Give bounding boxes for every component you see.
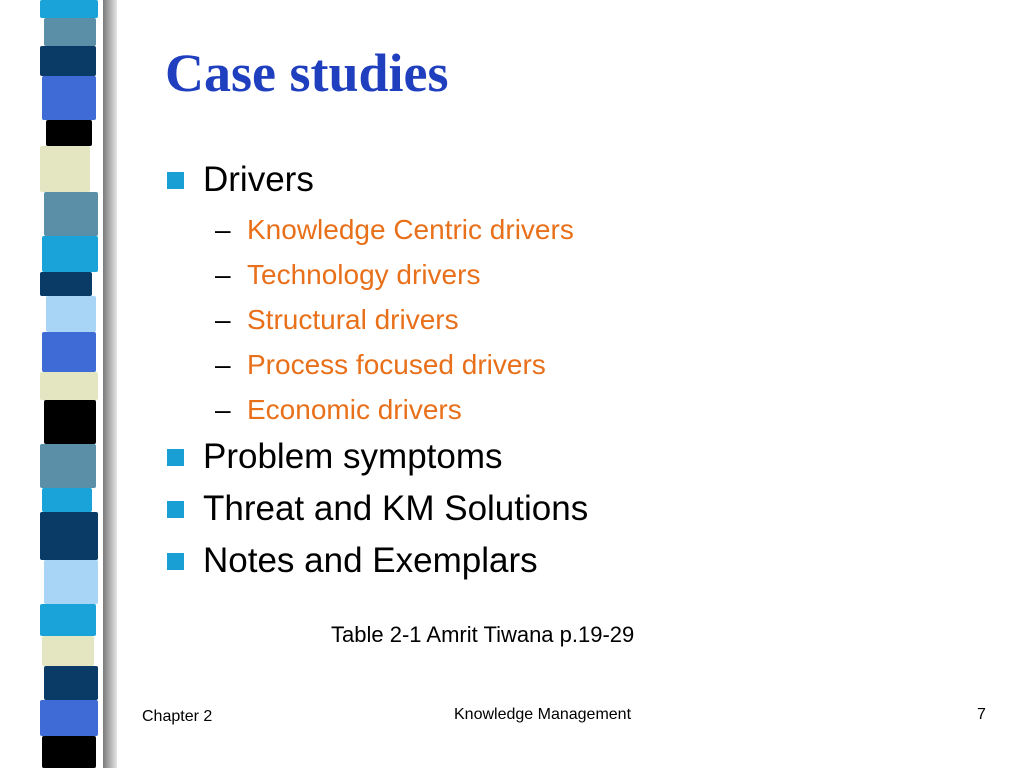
bullet-item-notes-exemplars [165,537,965,589]
decorative-stripe [40,512,98,560]
decorative-stripe [42,736,96,768]
decorative-stripe [46,120,92,146]
bullet-text: Threat and KM Solutions [203,489,589,528]
decorative-stripe [40,700,98,736]
decorative-stripe [44,560,98,604]
bullet-list [165,156,965,589]
dash-marker: – [215,214,231,245]
decorative-stripe [40,146,90,192]
sub-bullet-text: Knowledge Centric drivers [247,214,574,245]
sub-bullet-item [165,298,965,343]
square-bullet-icon [167,553,184,570]
dash-marker: – [215,349,231,380]
slide-title: Case studies [165,43,449,103]
decorative-stripe [40,272,92,296]
sub-bullet-item [165,208,965,253]
dash-marker: – [215,394,231,425]
square-bullet-icon [167,449,184,466]
sub-bullet-text: Technology drivers [247,259,481,290]
decorative-stripe [40,0,98,18]
sub-bullet-text: Economic drivers [247,394,462,425]
sub-bullet-item [165,253,965,298]
bullet-text: Drivers [203,160,314,199]
decorative-stripe [40,604,96,636]
bullet-item-problem-symptoms [165,433,965,485]
decorative-stripe-band [0,0,118,768]
sub-bullet-item [165,343,965,388]
decorative-stripe [40,46,96,76]
sub-bullet-item [165,388,965,433]
decorative-stripe [42,332,96,372]
bullet-text: Problem symptoms [203,437,503,476]
footer-title: Knowledge Management [454,706,632,723]
decorative-stripe [42,76,96,120]
bullet-text: Notes and Exemplars [203,541,538,580]
square-bullet-icon [167,501,184,518]
decorative-stripe [44,400,96,444]
source-note: Table 2-1 Amrit Tiwana p.19-29 [331,622,635,647]
decorative-stripe [44,192,98,236]
bullet-item-drivers [165,156,965,208]
footer-chapter: Chapter 2 [142,708,213,725]
dash-marker: – [215,304,231,335]
bullet-item-threat-km-solutions [165,485,965,537]
decorative-stripe [44,18,96,46]
decorative-stripe [40,372,98,400]
decorative-stripe [46,296,96,332]
decorative-stripe [42,236,98,272]
dash-marker: – [215,259,231,290]
decorative-stripe [44,666,98,700]
decorative-stripe [40,444,96,488]
stripe-shadow [103,0,117,768]
slide-number: 7 [977,706,986,723]
sub-bullet-text: Process focused drivers [247,349,546,380]
sub-bullet-text: Structural drivers [247,304,459,335]
decorative-stripe [42,488,92,512]
square-bullet-icon [167,172,184,189]
decorative-stripe [42,636,94,666]
